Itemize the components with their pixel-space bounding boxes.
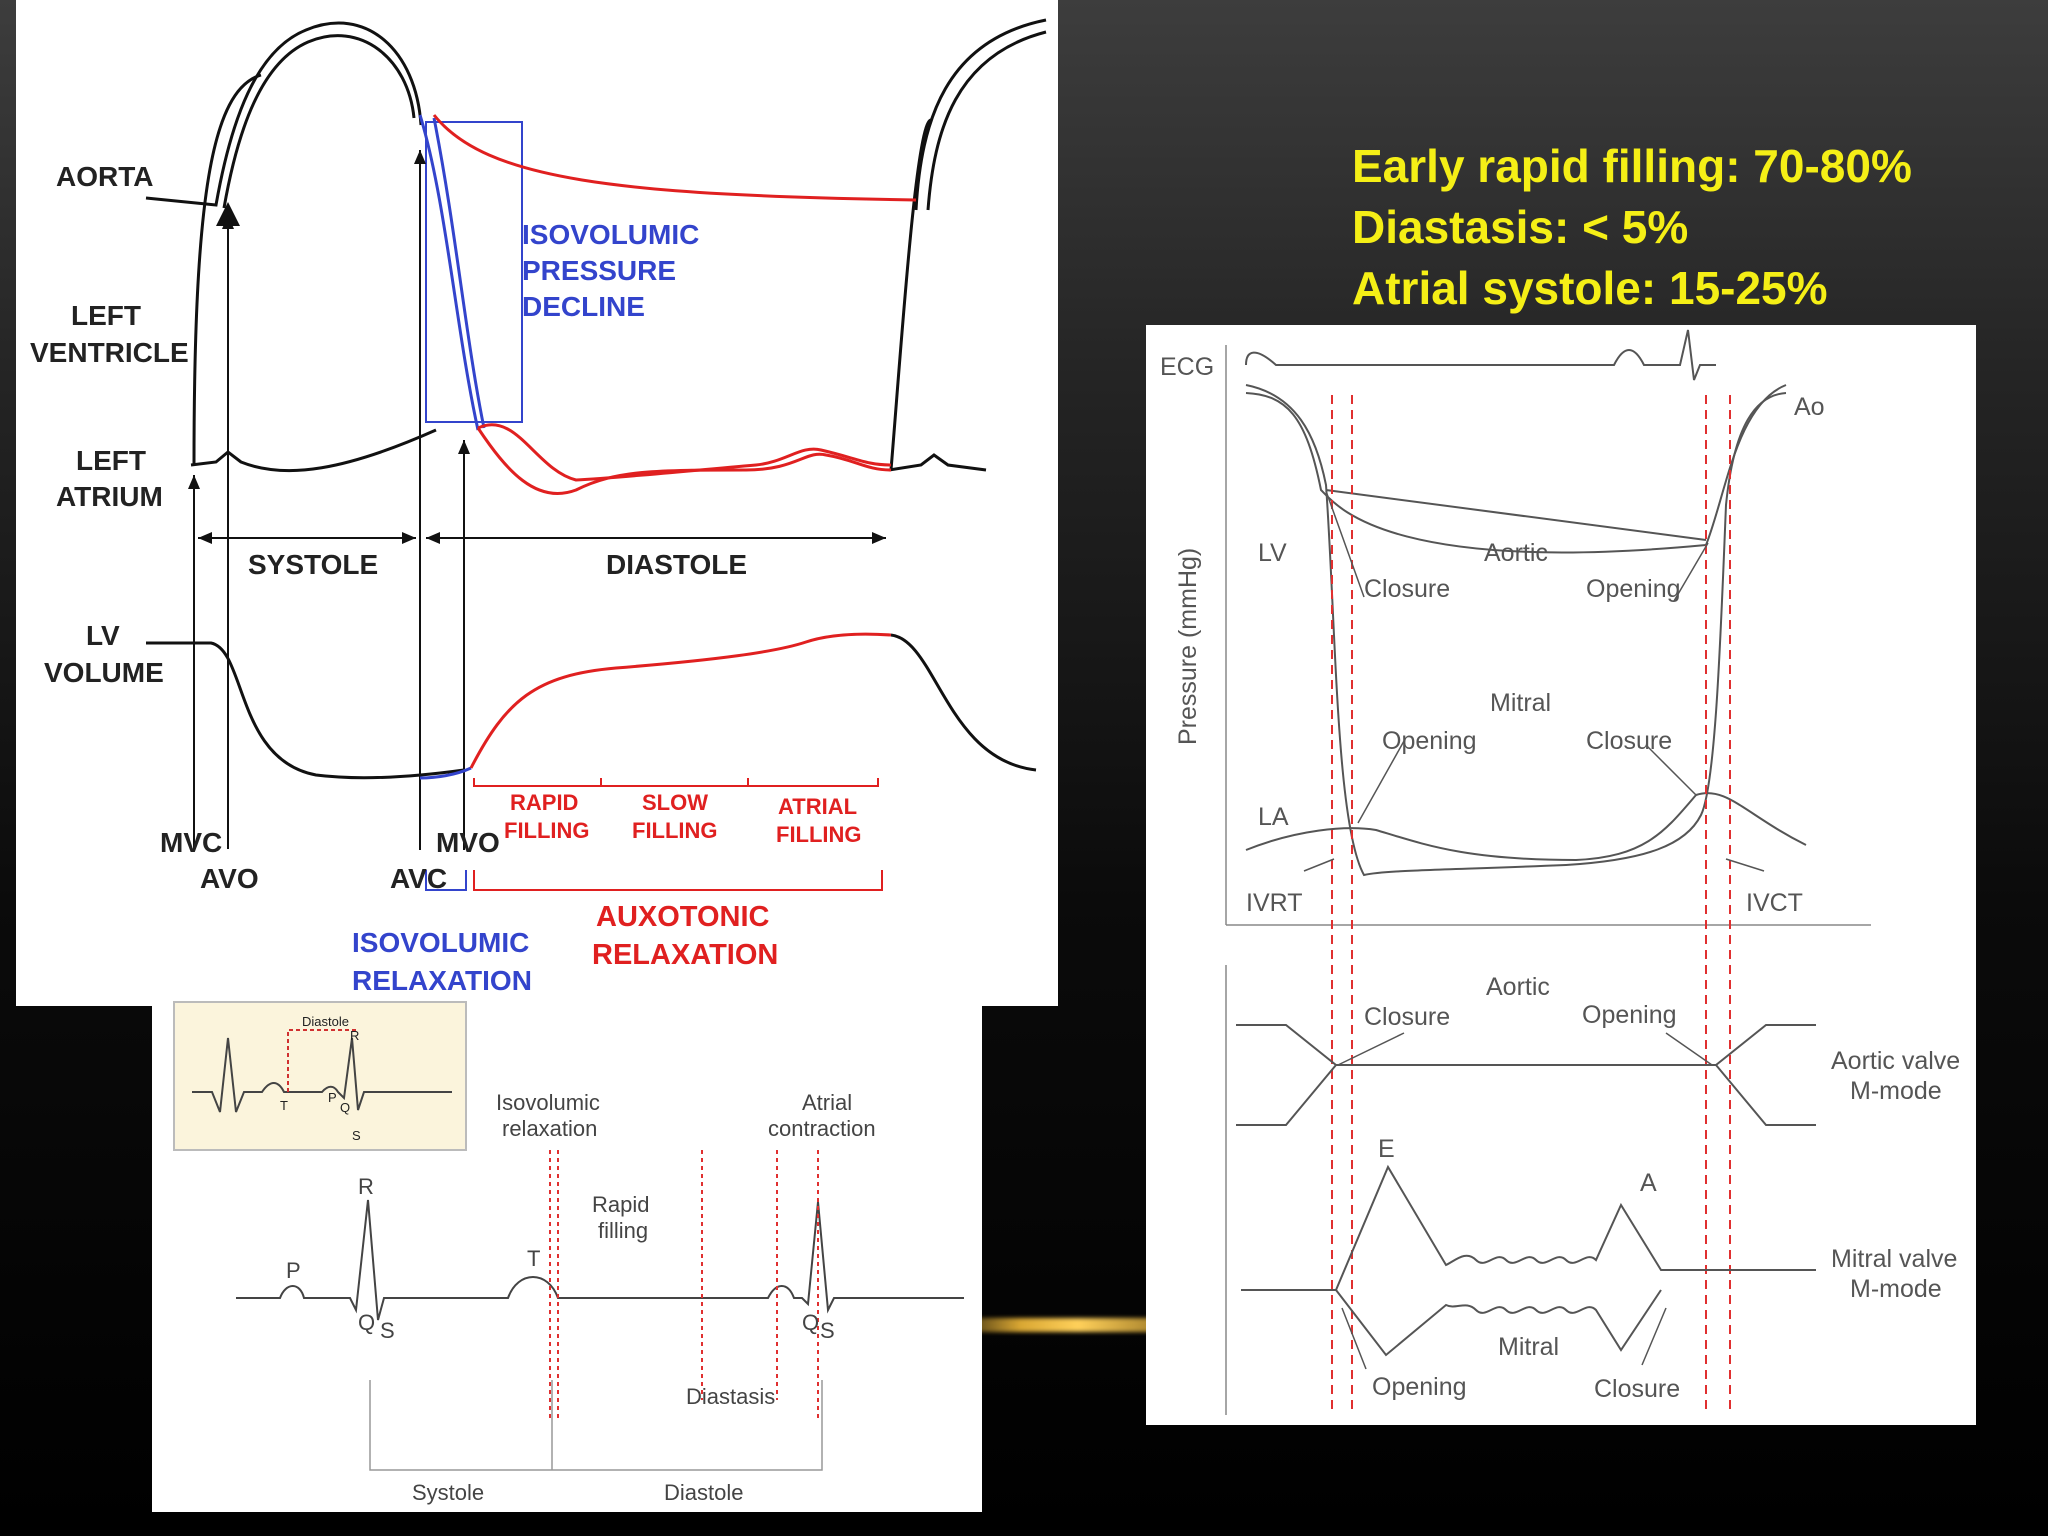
label-aorta: AORTA	[56, 161, 154, 192]
label-opening-2: Opening	[1582, 1001, 1677, 1029]
label-ao: Ao	[1794, 393, 1825, 421]
label-systole: Systole	[412, 1480, 485, 1505]
aorta-curve-inner	[224, 36, 414, 208]
label-isovolumic-2: ISOVOLUMIC	[352, 927, 530, 958]
label-closure-2: Closure	[1364, 1003, 1451, 1031]
inset-p: P	[328, 1090, 337, 1105]
lv-volume-red	[471, 634, 891, 768]
label-lv: LV	[1258, 539, 1287, 567]
la-pressure	[1246, 793, 1806, 860]
label-mitral-2: Mitral	[1498, 1333, 1560, 1361]
left-atrium-right	[889, 455, 986, 470]
label-aortic: Aortic	[1484, 539, 1548, 567]
label-ivct: IVCT	[1746, 889, 1803, 917]
label-p: P	[286, 1258, 301, 1283]
wiggers-diagram	[1146, 325, 1976, 1425]
label-s2: S	[820, 1318, 835, 1343]
y-axis-label: Pressure (mmHg)	[1174, 547, 1202, 745]
label-lv: LV	[86, 620, 120, 651]
lv-volume-right	[891, 635, 1036, 770]
label-diastole: DIASTOLE	[606, 549, 748, 580]
label-contraction: contraction	[768, 1116, 876, 1141]
label-filling: filling	[598, 1218, 649, 1243]
note-diastasis: Diastasis: < 5%	[1352, 201, 1689, 253]
label-s: S	[380, 1318, 395, 1343]
label-q: Q	[358, 1310, 376, 1335]
label-left-atrium-1: LEFT	[76, 445, 146, 476]
label-closure: Closure	[1364, 575, 1451, 603]
label-ecg: ECG	[1160, 353, 1215, 381]
label-atrial: ATRIAL	[778, 794, 858, 819]
filling-notes	[1352, 136, 1912, 319]
label-left: LEFT	[71, 300, 141, 331]
ecg-phases-diagram	[152, 1000, 982, 1512]
pressure-volume-diagram	[16, 0, 1058, 1006]
label-mitral-valve: Mitral valve	[1831, 1245, 1958, 1273]
label-t: T	[527, 1246, 541, 1271]
label-auxotonic: AUXOTONIC	[596, 901, 770, 933]
label-atrium: ATRIUM	[56, 481, 163, 512]
label-aortic-2: Aortic	[1486, 973, 1550, 1001]
inset-q: Q	[340, 1100, 351, 1115]
label-pressure: PRESSURE	[522, 255, 677, 286]
ecg-trace	[1246, 330, 1716, 380]
isovolumic-decline-blue	[420, 115, 478, 430]
label-diastasis: Diastasis	[686, 1384, 776, 1409]
note-atrial-systole: Atrial systole: 15-25%	[1352, 262, 1828, 314]
label-rapid-filling: FILLING	[504, 818, 590, 843]
label-la: LA	[1258, 803, 1289, 831]
label-systole: SYSTOLE	[248, 549, 379, 580]
label-opening: Opening	[1586, 575, 1681, 603]
label-r: R	[358, 1174, 374, 1199]
isovolumic-decline-blue-2	[434, 118, 484, 428]
aorta-right-curve	[916, 20, 1046, 210]
label-a: A	[1640, 1169, 1657, 1197]
label-rapid: RAPID	[510, 790, 579, 815]
label-rapid: Rapid	[592, 1192, 650, 1217]
label-isovolumic-relaxation: RELAXATION	[352, 965, 532, 996]
aorta-right-curve-inner	[928, 32, 1046, 210]
inset-s: S	[352, 1128, 361, 1143]
label-atrial-filling: FILLING	[776, 822, 862, 847]
label-ventricle: VENTRICLE	[30, 337, 189, 368]
note-early-rapid-filling: Early rapid filling: 70-80%	[1352, 140, 1912, 192]
label-volume: VOLUME	[44, 657, 164, 688]
label-mitral-mmode: M-mode	[1850, 1275, 1942, 1303]
label-auxotonic-relaxation: RELAXATION	[592, 939, 779, 971]
aortic-line	[1326, 490, 1706, 540]
inset-diastole: Diastole	[302, 1014, 349, 1029]
label-mitral-closure: Closure	[1586, 727, 1673, 755]
inset-r: R	[350, 1028, 360, 1043]
aortic-diastole-red	[434, 115, 916, 200]
label-decline: DECLINE	[522, 291, 645, 322]
label-isovolumic: Isovolumic	[496, 1090, 600, 1115]
label-slow: SLOW	[642, 790, 708, 815]
la-diastole-red	[478, 425, 891, 480]
label-mitral-opening: Opening	[1382, 727, 1477, 755]
label-q2: Q	[802, 1310, 820, 1335]
label-diastole: Diastole	[664, 1480, 744, 1505]
label-closure-3: Closure	[1594, 1375, 1681, 1403]
label-aortic-valve: Aortic valve	[1831, 1047, 1961, 1075]
label-avc: AVC	[390, 863, 448, 894]
lv-pressure-right	[891, 120, 931, 470]
label-e: E	[1378, 1135, 1395, 1163]
label-aortic-mmode: M-mode	[1850, 1077, 1942, 1105]
label-relaxation: relaxation	[502, 1116, 598, 1141]
label-ivrt: IVRT	[1246, 889, 1303, 917]
label-atrial: Atrial	[802, 1090, 853, 1115]
label-mitral: Mitral	[1490, 689, 1552, 717]
lv-diastole-red	[478, 428, 891, 494]
label-mvo: MVO	[436, 827, 500, 858]
label-mvc: MVC	[160, 827, 223, 858]
label-slow-filling: FILLING	[632, 818, 718, 843]
inset-t: T	[280, 1098, 288, 1113]
label-isovolumic: ISOVOLUMIC	[522, 219, 700, 250]
label-opening-3: Opening	[1372, 1373, 1467, 1401]
label-avo: AVO	[200, 863, 259, 894]
